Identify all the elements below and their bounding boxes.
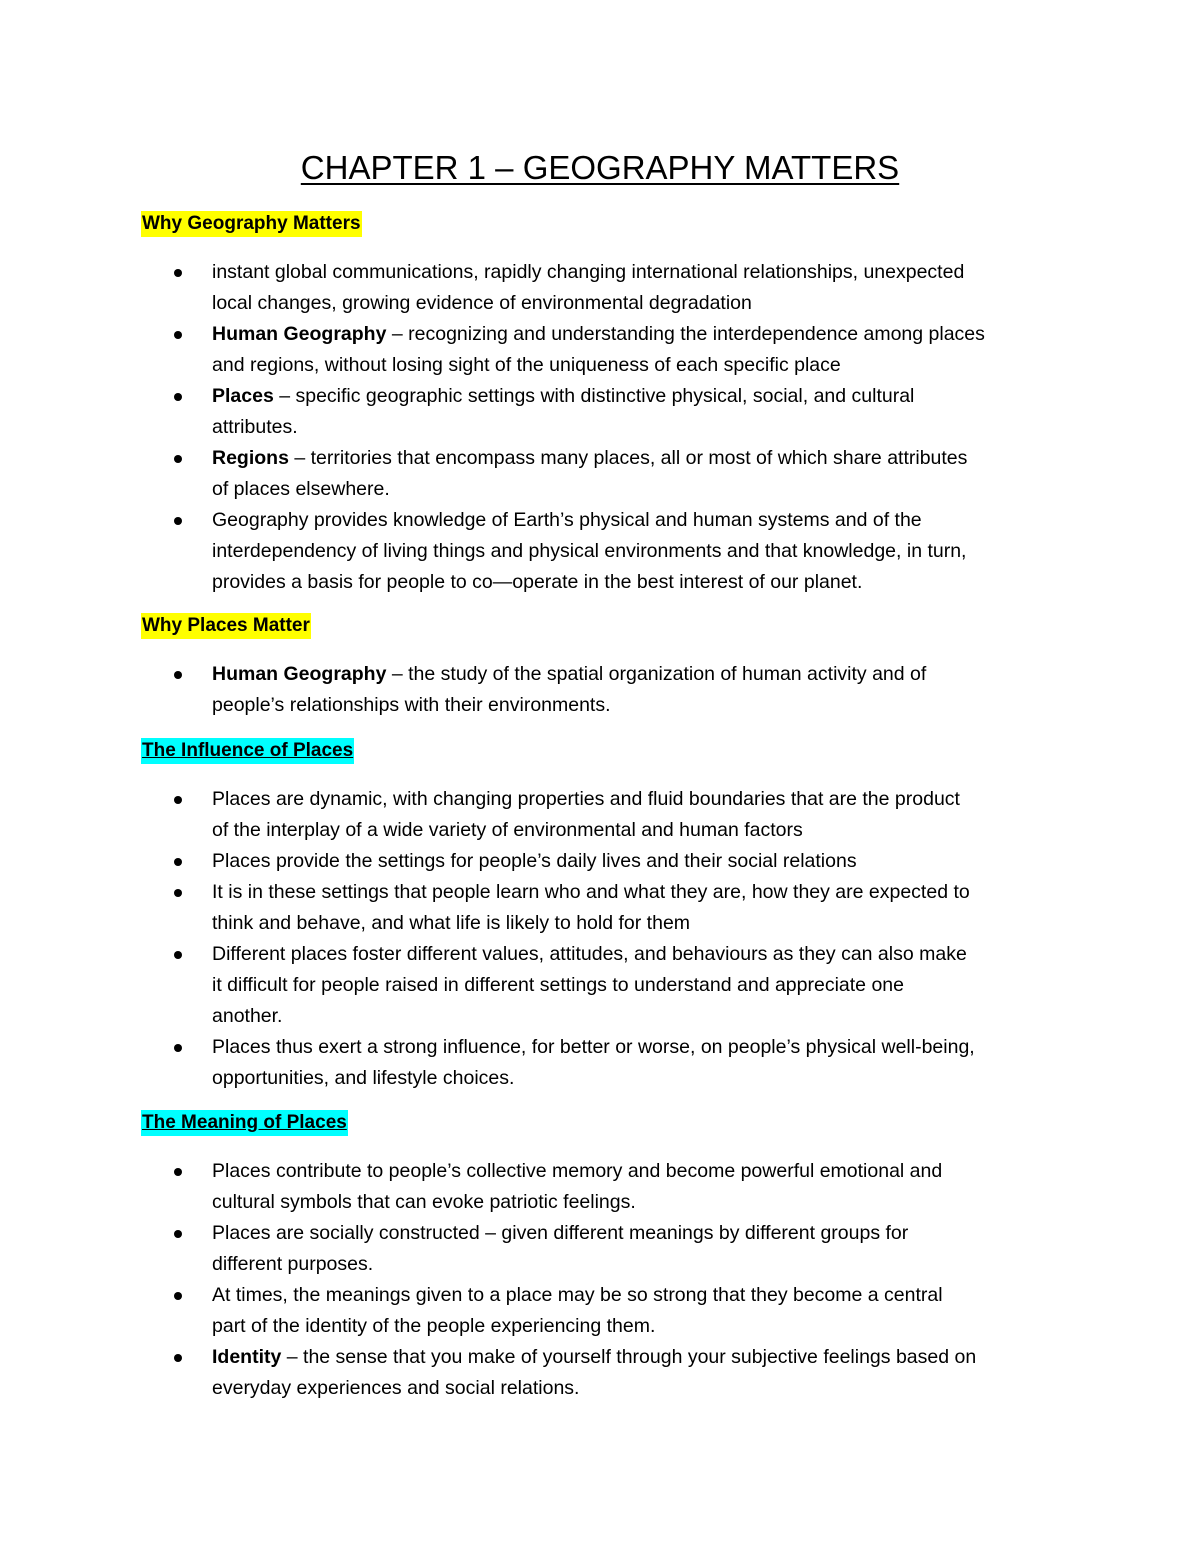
bullet-icon — [174, 889, 182, 897]
page-title: CHAPTER 1 – GEOGRAPHY MATTERS — [300, 149, 900, 186]
bullet-icon — [174, 1044, 182, 1052]
list-item: Identity – the sense that you make of yourself through your subjective feelings based on everyday experiences and social relations. — [141, 1342, 1071, 1404]
list-item: Places – specific geographic settings with distinctive physical, social, and cultural attributes. — [141, 381, 1071, 443]
bullet-icon — [174, 796, 182, 804]
key-term: Regions — [212, 447, 289, 469]
list-item: Places thus exert a strong influence, for better or worse, on people’s physical well-being, opportunities, and lifestyle choices. — [141, 1032, 1071, 1094]
bullet-icon — [174, 858, 182, 866]
list-item: instant global communications, rapidly changing international relationships, unexpected local changes, growing evidence of environmental degradation — [141, 257, 1071, 319]
key-term: Places — [212, 385, 274, 407]
list-item: Places are socially constructed – given different meanings by different groups for different purposes. — [141, 1218, 1071, 1280]
bullet-list — [141, 257, 1071, 598]
key-term: Human Geography — [212, 663, 387, 685]
section-heading: The Meaning of Places — [141, 1110, 348, 1136]
list-item: Human Geography – the study of the spatial organization of human activity and of people’s relationships with their environments. — [141, 659, 1071, 721]
list-item: Places provide the settings for people’s daily lives and their social relations — [141, 846, 1071, 877]
bullet-list — [141, 1156, 1071, 1404]
list-item: Places contribute to people’s collective memory and become powerful emotional and cultural symbols that can evoke patriotic feelings. — [141, 1156, 1071, 1218]
section-heading: Why Places Matter — [141, 613, 311, 639]
bullet-icon — [174, 393, 182, 401]
list-item: Regions – territories that encompass many places, all or most of which share attributes of places elsewhere. — [141, 443, 1071, 505]
section-why-geography-matters — [141, 211, 1071, 598]
section-heading: The Influence of Places — [141, 738, 354, 764]
bullet-icon — [174, 455, 182, 463]
bullet-icon — [174, 269, 182, 277]
bullet-icon — [174, 517, 182, 525]
list-item: At times, the meanings given to a place may be so strong that they become a central part of the identity of the people experiencing them. — [141, 1280, 1071, 1342]
list-item: Different places foster different values, attitudes, and behaviours as they can also make it difficult for people raised in different settings to understand and appreciate one another. — [141, 939, 1071, 1032]
bullet-icon — [174, 671, 182, 679]
section-why-places-matter — [141, 613, 1071, 721]
list-item: It is in these settings that people learn who and what they are, how they are expected to think and behave, and what life is likely to hold for them — [141, 877, 1071, 939]
bullet-icon — [174, 1168, 182, 1176]
bullet-icon — [174, 1354, 182, 1362]
section-heading: Why Geography Matters — [141, 211, 362, 237]
list-item: Geography provides knowledge of Earth’s physical and human systems and of the interdependency of living things and physical environments and that knowledge, in turn, provides a basis for people to co—operate in the best interest of our planet. — [141, 505, 1071, 598]
bullet-list — [141, 784, 1071, 1094]
key-term: Human Geography — [212, 323, 387, 345]
list-item: Human Geography – recognizing and understanding the interdependence among places and regions, without losing sight of the uniqueness of each specific place — [141, 319, 1071, 381]
bullet-icon — [174, 1230, 182, 1238]
bullet-icon — [174, 1292, 182, 1300]
section-influence-of-places — [141, 738, 1071, 1094]
section-meaning-of-places — [141, 1110, 1071, 1404]
bullet-list — [141, 659, 1071, 721]
bullet-icon — [174, 331, 182, 339]
key-term: Identity — [212, 1346, 282, 1368]
bullet-icon — [174, 951, 182, 959]
list-item: Places are dynamic, with changing properties and fluid boundaries that are the product of the interplay of a wide variety of environmental and human factors — [141, 784, 1071, 846]
